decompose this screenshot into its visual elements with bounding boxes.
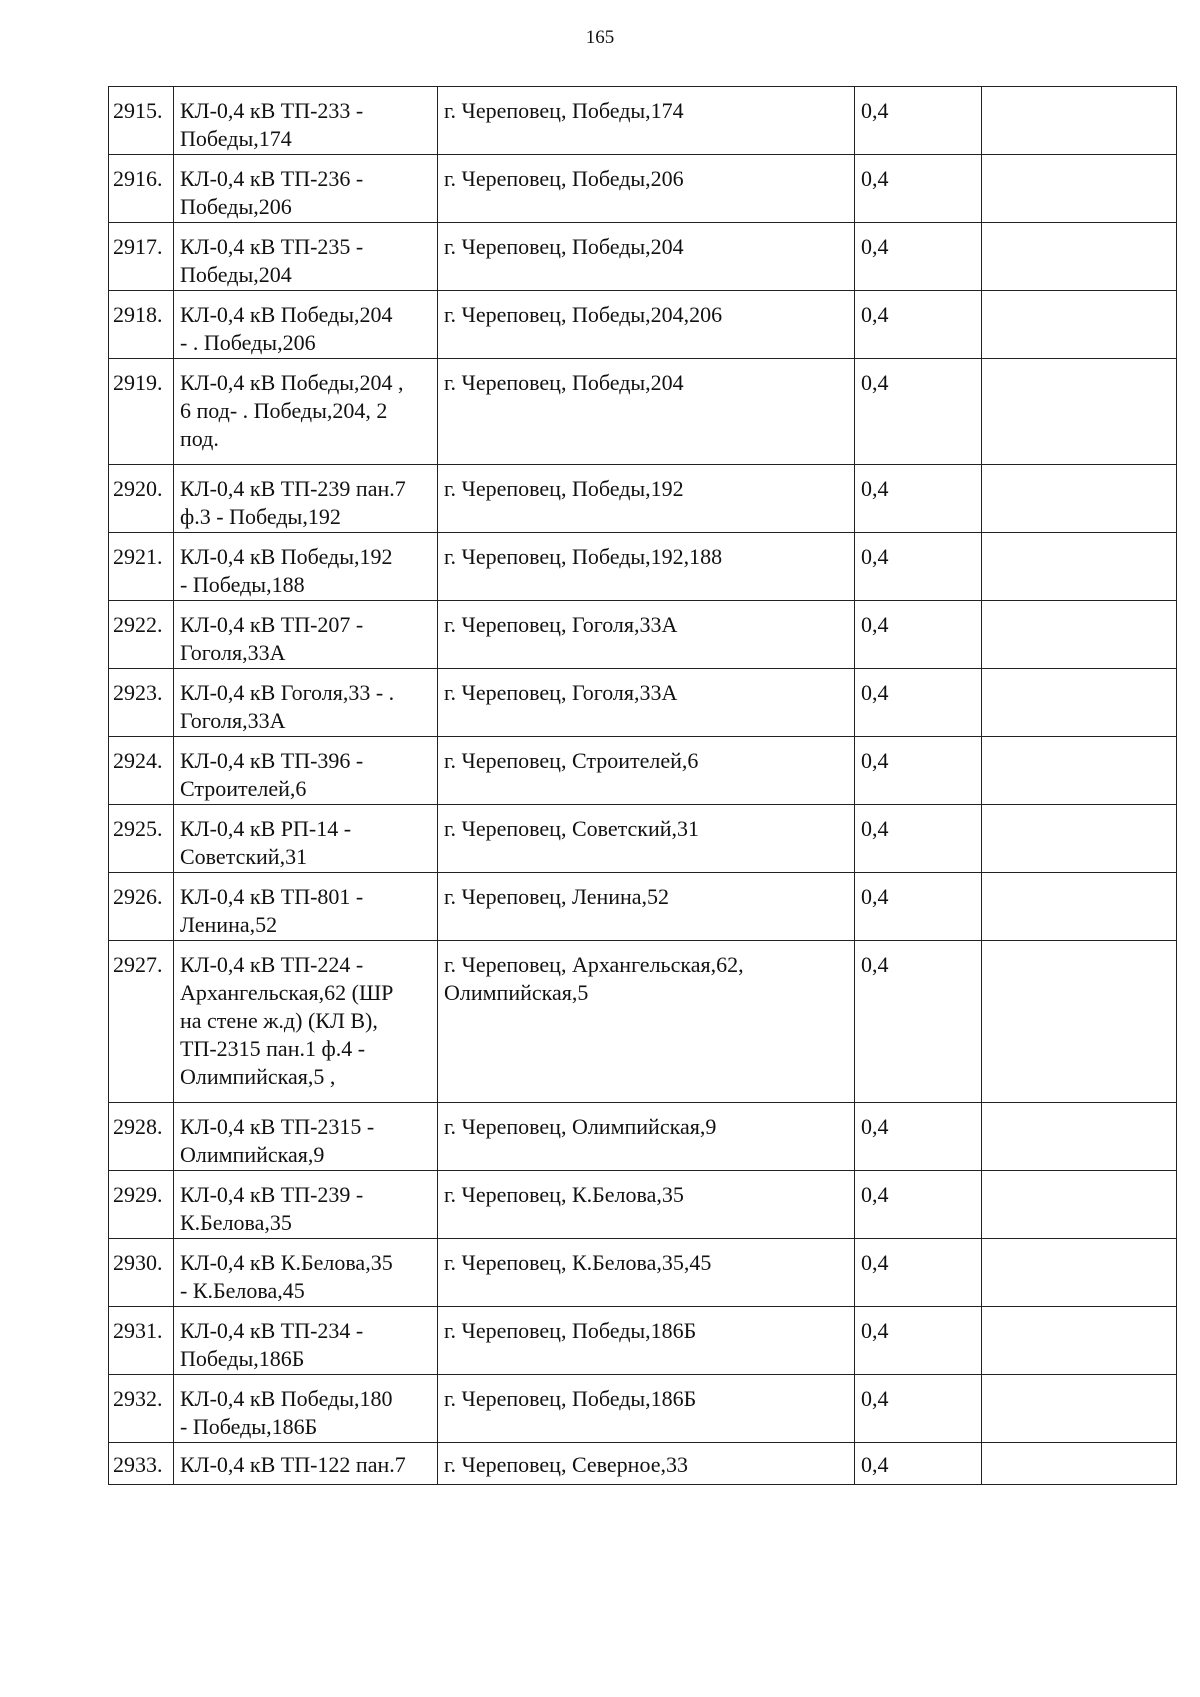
line-address: г. Череповец, К.Белова,35 (438, 1171, 855, 1239)
table-row (109, 1239, 1177, 1307)
line-address: г. Череповец, К.Белова,35,45 (438, 1239, 855, 1307)
row-number: 2923. (109, 669, 174, 737)
table-row (109, 805, 1177, 873)
table-row (109, 155, 1177, 223)
line-voltage: 0,4 (855, 1239, 982, 1307)
empty-cell (982, 291, 1177, 359)
row-number: 2925. (109, 805, 174, 873)
line-name: КЛ-0,4 кВ ТП-234 - Победы,186Б (174, 1307, 438, 1375)
line-voltage: 0,4 (855, 1307, 982, 1375)
line-address: г. Череповец, Олимпийская,9 (438, 1103, 855, 1171)
line-voltage: 0,4 (855, 737, 982, 805)
table-row (109, 601, 1177, 669)
line-name: КЛ-0,4 кВ ТП-396 - Строителей,6 (174, 737, 438, 805)
line-voltage: 0,4 (855, 1375, 982, 1443)
line-name: КЛ-0,4 кВ Победы,204 - . Победы,206 (174, 291, 438, 359)
row-number: 2930. (109, 1239, 174, 1307)
empty-cell (982, 1307, 1177, 1375)
line-name: КЛ-0,4 кВ ТП-207 - Гоголя,33А (174, 601, 438, 669)
row-number: 2915. (109, 87, 174, 155)
row-number: 2916. (109, 155, 174, 223)
empty-cell (982, 1171, 1177, 1239)
line-address: г. Череповец, Северное,33 (438, 1443, 855, 1485)
empty-cell (982, 737, 1177, 805)
line-voltage: 0,4 (855, 601, 982, 669)
line-voltage: 0,4 (855, 1171, 982, 1239)
line-address: г. Череповец, Архангельская,62, Олимпийская,5 (438, 941, 855, 1103)
empty-cell (982, 941, 1177, 1103)
line-voltage: 0,4 (855, 359, 982, 465)
line-voltage: 0,4 (855, 669, 982, 737)
table-row (109, 465, 1177, 533)
page-number: 165 (585, 27, 615, 48)
row-number: 2933. (109, 1443, 174, 1485)
line-name: КЛ-0,4 кВ ТП-236 - Победы,206 (174, 155, 438, 223)
empty-cell (982, 1443, 1177, 1485)
table-row (109, 533, 1177, 601)
empty-cell (982, 873, 1177, 941)
row-number: 2924. (109, 737, 174, 805)
empty-cell (982, 1239, 1177, 1307)
table-row (109, 1375, 1177, 1443)
line-name: КЛ-0,4 кВ ТП-233 - Победы,174 (174, 87, 438, 155)
row-number: 2922. (109, 601, 174, 669)
line-address: г. Череповец, Победы,186Б (438, 1307, 855, 1375)
line-voltage: 0,4 (855, 941, 982, 1103)
row-number: 2931. (109, 1307, 174, 1375)
line-voltage: 0,4 (855, 873, 982, 941)
table-row (109, 87, 1177, 155)
empty-cell (982, 87, 1177, 155)
row-number: 2926. (109, 873, 174, 941)
line-voltage: 0,4 (855, 1443, 982, 1485)
line-address: г. Череповец, Победы,204 (438, 359, 855, 465)
row-number: 2929. (109, 1171, 174, 1239)
line-name: КЛ-0,4 кВ РП-14 - Советский,31 (174, 805, 438, 873)
line-address: г. Череповец, Ленина,52 (438, 873, 855, 941)
line-name: КЛ-0,4 кВ ТП-235 - Победы,204 (174, 223, 438, 291)
table-row (109, 291, 1177, 359)
row-number: 2917. (109, 223, 174, 291)
line-name: КЛ-0,4 кВ ТП-801 - Ленина,52 (174, 873, 438, 941)
line-address: г. Череповец, Гоголя,33А (438, 601, 855, 669)
table-row (109, 1171, 1177, 1239)
line-voltage: 0,4 (855, 465, 982, 533)
empty-cell (982, 601, 1177, 669)
empty-cell (982, 155, 1177, 223)
line-name: КЛ-0,4 кВ Победы,204 , 6 под- . Победы,204, 2 под. (174, 359, 438, 465)
table-row (109, 1307, 1177, 1375)
empty-cell (982, 1103, 1177, 1171)
empty-cell (982, 1375, 1177, 1443)
line-name: КЛ-0,4 кВ Победы,180 - Победы,186Б (174, 1375, 438, 1443)
registry-table (108, 86, 1177, 1485)
row-number: 2932. (109, 1375, 174, 1443)
line-address: г. Череповец, Строителей,6 (438, 737, 855, 805)
line-voltage: 0,4 (855, 291, 982, 359)
empty-cell (982, 223, 1177, 291)
row-number: 2928. (109, 1103, 174, 1171)
line-name: КЛ-0,4 кВ ТП-239 - К.Белова,35 (174, 1171, 438, 1239)
line-address: г. Череповец, Победы,186Б (438, 1375, 855, 1443)
line-name: КЛ-0,4 кВ Гоголя,33 - . Гоголя,33А (174, 669, 438, 737)
line-name: КЛ-0,4 кВ К.Белова,35 - К.Белова,45 (174, 1239, 438, 1307)
row-number: 2927. (109, 941, 174, 1103)
line-address: г. Череповец, Победы,204 (438, 223, 855, 291)
line-name: КЛ-0,4 кВ Победы,192 - Победы,188 (174, 533, 438, 601)
table-row (109, 1103, 1177, 1171)
line-address: г. Череповец, Победы,192 (438, 465, 855, 533)
line-address: г. Череповец, Победы,206 (438, 155, 855, 223)
empty-cell (982, 359, 1177, 465)
table-row (109, 941, 1177, 1103)
empty-cell (982, 805, 1177, 873)
line-address: г. Череповец, Победы,204,206 (438, 291, 855, 359)
line-voltage: 0,4 (855, 87, 982, 155)
row-number: 2919. (109, 359, 174, 465)
line-address: г. Череповец, Советский,31 (438, 805, 855, 873)
line-voltage: 0,4 (855, 1103, 982, 1171)
line-name: КЛ-0,4 кВ ТП-224 - Архангельская,62 (ШР на стене ж.д) (КЛ В), ТП-2315 пан.1 ф.4 - Олимпийская,5 , (174, 941, 438, 1103)
empty-cell (982, 533, 1177, 601)
table-row (109, 223, 1177, 291)
table-row (109, 359, 1177, 465)
line-name: КЛ-0,4 кВ ТП-2315 - Олимпийская,9 (174, 1103, 438, 1171)
line-voltage: 0,4 (855, 533, 982, 601)
line-address: г. Череповец, Гоголя,33А (438, 669, 855, 737)
table-row (109, 1443, 1177, 1485)
line-address: г. Череповец, Победы,174 (438, 87, 855, 155)
line-address: г. Череповец, Победы,192,188 (438, 533, 855, 601)
table-row (109, 669, 1177, 737)
table-row (109, 873, 1177, 941)
line-voltage: 0,4 (855, 223, 982, 291)
line-voltage: 0,4 (855, 155, 982, 223)
table-row (109, 737, 1177, 805)
line-voltage: 0,4 (855, 805, 982, 873)
row-number: 2918. (109, 291, 174, 359)
row-number: 2920. (109, 465, 174, 533)
line-name: КЛ-0,4 кВ ТП-122 пан.7 (174, 1443, 438, 1485)
line-name: КЛ-0,4 кВ ТП-239 пан.7 ф.3 - Победы,192 (174, 465, 438, 533)
row-number: 2921. (109, 533, 174, 601)
empty-cell (982, 465, 1177, 533)
empty-cell (982, 669, 1177, 737)
